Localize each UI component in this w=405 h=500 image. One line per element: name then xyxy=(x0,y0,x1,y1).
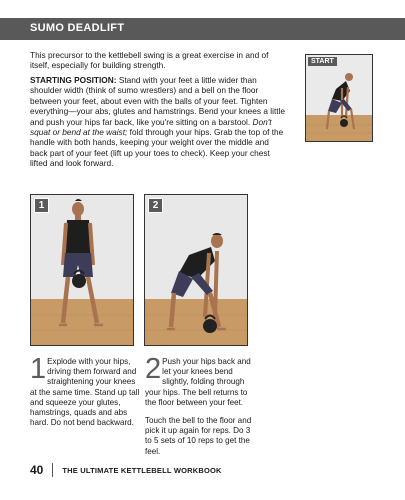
intro-paragraph: This precursor to the kettlebell swing is a great exercise in and of itself, especially for building strength. xyxy=(30,50,269,71)
step-2-photo xyxy=(144,194,248,346)
page-number: 40 xyxy=(30,463,44,477)
starting-position-text-2: fold through your hips. Grab the top of the handle with both hands, keeping your weight over the middle and back part of your feet (lift up your toes to check). Keep your chest lifted and look forward. xyxy=(30,127,284,169)
step-2-badge: 2 xyxy=(148,198,163,213)
step-2-number: 2 xyxy=(145,353,162,385)
step-1-number: 1 xyxy=(30,353,47,385)
step-1-caption xyxy=(30,353,140,428)
step-1-text: Explode with your hips, driving them forward and straightening your knees at the same time. Stand up tall and squeeze your glutes, hamstrings, quads and abs hard. Do not bend backward. xyxy=(30,357,140,428)
book-title: THE ULTIMATE KETTLEBELL WORKBOOK xyxy=(62,465,222,475)
start-figure-illustration xyxy=(306,55,372,141)
step-2-text-2: Touch the bell to the floor and pick it up again for reps. Do 3 to 5 sets of 10 reps to get the feel. xyxy=(145,416,252,456)
step-1-figure-illustration xyxy=(31,195,133,345)
step-1-badge: 1 xyxy=(34,198,49,213)
starting-position-paragraph xyxy=(30,75,288,169)
step-1-photo xyxy=(30,194,134,346)
section-header-bar xyxy=(0,18,405,40)
step-2-paragraph xyxy=(145,353,253,408)
starting-position-label: STARTING POSITION: xyxy=(30,75,117,85)
start-photo xyxy=(305,54,373,142)
start-badge: START xyxy=(308,57,337,66)
starting-position-text: Stand with your feet a little wider than shoulder width (think of sumo wrestlers) and a bell on the floor between your feet, about even with the balls of your feet. Tighten everything—your abs, glutes and hamstrings. Bend your knees a little and push your hips far back, like you're sitting on a barstool. xyxy=(30,75,286,127)
step-2-figure-illustration xyxy=(145,195,247,345)
page-footer xyxy=(30,463,222,477)
exercise-title: SUMO DEADLIFT xyxy=(30,22,125,34)
step-2-text: Push your hips back and let your knees bend slightly, folding through your hips. The bell returns to the floor between your feet. xyxy=(145,357,251,407)
footer-divider xyxy=(52,463,53,477)
step-2-caption xyxy=(145,353,253,465)
starting-position-emphasis: Don't squat or bend at the waist; xyxy=(30,116,272,138)
